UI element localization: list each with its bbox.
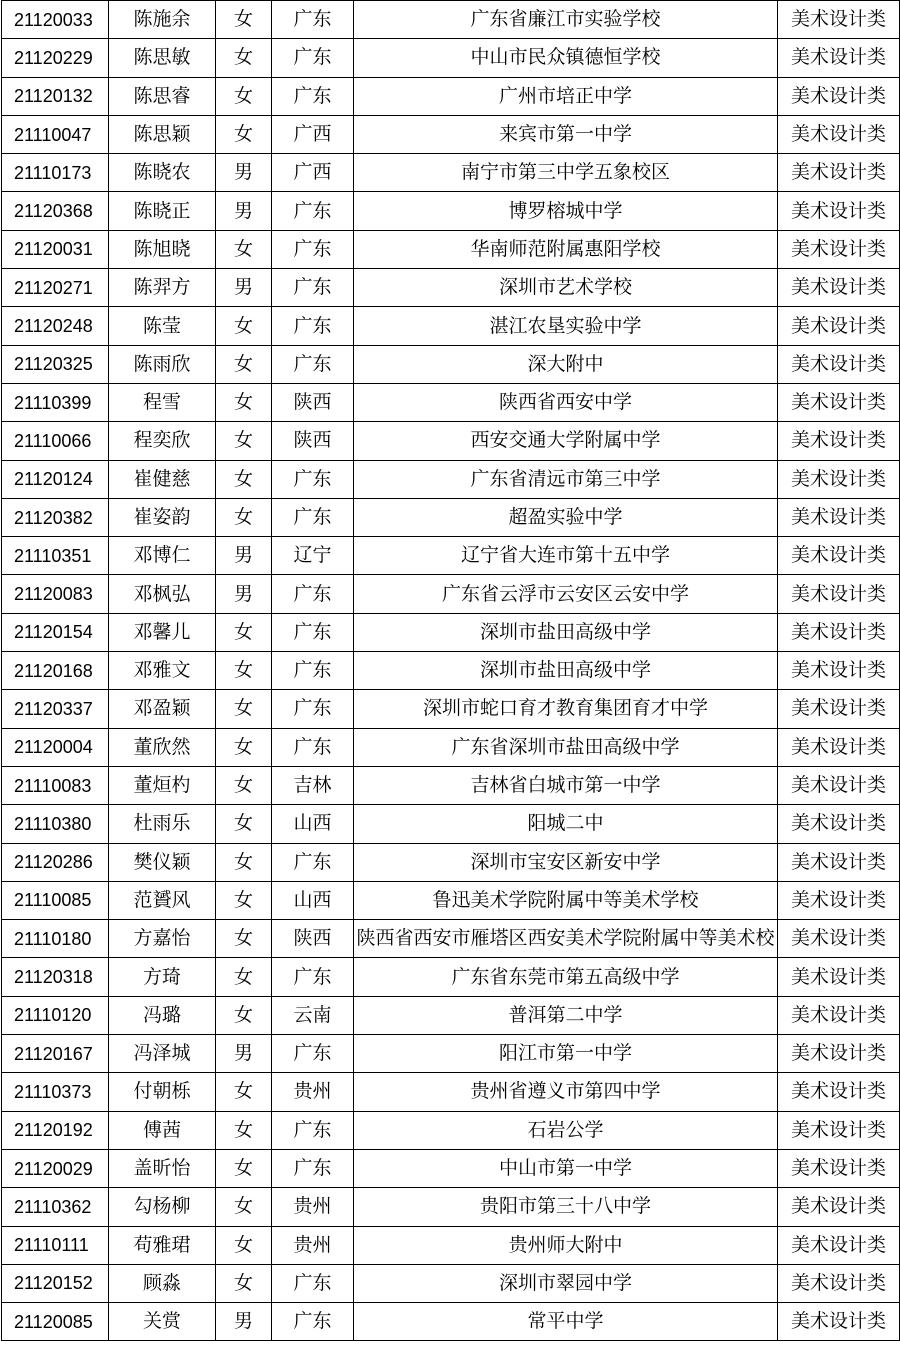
school-cell: 深圳市翠园中学 [354, 1264, 778, 1302]
province-cell: 广东 [272, 958, 354, 996]
table-row [2, 1149, 900, 1187]
category-cell: 美术设计类 [778, 115, 900, 153]
gender-cell: 女 [216, 345, 272, 383]
student-id-cell: 21110083 [2, 766, 109, 804]
school-cell: 深大附中 [354, 345, 778, 383]
province-cell: 广东 [272, 39, 354, 77]
table-row [2, 1111, 900, 1149]
gender-cell: 女 [216, 690, 272, 728]
student-id-cell: 21120124 [2, 460, 109, 498]
table-row [2, 805, 900, 843]
category-cell: 美术设计类 [778, 843, 900, 881]
student-name-cell: 崔姿韵 [109, 498, 216, 536]
table-row [2, 460, 900, 498]
province-cell: 广东 [272, 269, 354, 307]
table-row [2, 422, 900, 460]
table-row [2, 1303, 900, 1341]
student-name-cell: 崔健慈 [109, 460, 216, 498]
table-row [2, 728, 900, 766]
table-row [2, 766, 900, 804]
province-cell: 广东 [272, 230, 354, 268]
category-cell: 美术设计类 [778, 39, 900, 77]
student-name-cell: 苟雅珺 [109, 1226, 216, 1264]
school-cell: 常平中学 [354, 1303, 778, 1341]
school-cell: 陕西省西安市雁塔区西安美术学院附属中等美术校 [354, 920, 778, 958]
category-cell: 美术设计类 [778, 307, 900, 345]
school-cell: 中山市第一中学 [354, 1149, 778, 1187]
province-cell: 贵州 [272, 1226, 354, 1264]
gender-cell: 女 [216, 39, 272, 77]
gender-cell: 男 [216, 575, 272, 613]
category-cell: 美术设计类 [778, 805, 900, 843]
school-cell: 广东省东莞市第五高级中学 [354, 958, 778, 996]
school-cell: 中山市民众镇德恒学校 [354, 39, 778, 77]
student-id-cell: 21110066 [2, 422, 109, 460]
province-cell: 陕西 [272, 920, 354, 958]
student-id-cell: 21120168 [2, 652, 109, 690]
student-id-cell: 21120318 [2, 958, 109, 996]
province-cell: 陕西 [272, 383, 354, 421]
gender-cell: 女 [216, 728, 272, 766]
province-cell: 广东 [272, 77, 354, 115]
gender-cell: 女 [216, 1111, 272, 1149]
school-cell: 鲁迅美术学院附属中等美术学校 [354, 881, 778, 919]
student-name-cell: 陈雨欣 [109, 345, 216, 383]
school-cell: 深圳市盐田高级中学 [354, 652, 778, 690]
gender-cell: 女 [216, 498, 272, 536]
student-id-cell: 21120229 [2, 39, 109, 77]
student-name-cell: 董欣然 [109, 728, 216, 766]
category-cell: 美术设计类 [778, 383, 900, 421]
school-cell: 博罗榕城中学 [354, 192, 778, 230]
province-cell: 广西 [272, 115, 354, 153]
student-id-cell: 21120083 [2, 575, 109, 613]
category-cell: 美术设计类 [778, 728, 900, 766]
table-body [2, 1, 900, 1341]
province-cell: 辽宁 [272, 537, 354, 575]
school-cell: 深圳市蛇口育才教育集团育才中学 [354, 690, 778, 728]
table-row [2, 1, 900, 39]
category-cell: 美术设计类 [778, 460, 900, 498]
school-cell: 西安交通大学附属中学 [354, 422, 778, 460]
student-id-cell: 21120368 [2, 192, 109, 230]
student-id-cell: 21120004 [2, 728, 109, 766]
gender-cell: 女 [216, 920, 272, 958]
gender-cell: 女 [216, 1188, 272, 1226]
student-id-cell: 21110047 [2, 115, 109, 153]
student-name-cell: 陈晓农 [109, 154, 216, 192]
table-row [2, 843, 900, 881]
gender-cell: 女 [216, 230, 272, 268]
student-name-cell: 程奕欣 [109, 422, 216, 460]
student-id-cell: 21110085 [2, 881, 109, 919]
gender-cell: 男 [216, 154, 272, 192]
table-row [2, 958, 900, 996]
student-name-cell: 冯泽城 [109, 1035, 216, 1073]
gender-cell: 男 [216, 192, 272, 230]
table-row [2, 230, 900, 268]
gender-cell: 女 [216, 1149, 272, 1187]
category-cell: 美术设计类 [778, 766, 900, 804]
student-name-cell: 陈思颖 [109, 115, 216, 153]
student-name-cell: 关赏 [109, 1303, 216, 1341]
student-id-cell: 21120286 [2, 843, 109, 881]
province-cell: 广东 [272, 843, 354, 881]
school-cell: 湛江农垦实验中学 [354, 307, 778, 345]
student-id-cell: 21120031 [2, 230, 109, 268]
school-cell: 广州市培正中学 [354, 77, 778, 115]
gender-cell: 女 [216, 115, 272, 153]
category-cell: 美术设计类 [778, 154, 900, 192]
province-cell: 广东 [272, 1264, 354, 1302]
school-cell: 来宾市第一中学 [354, 115, 778, 153]
province-cell: 广东 [272, 192, 354, 230]
school-cell: 陕西省西安中学 [354, 383, 778, 421]
gender-cell: 女 [216, 1073, 272, 1111]
table-row [2, 307, 900, 345]
school-cell: 贵州师大附中 [354, 1226, 778, 1264]
gender-cell: 女 [216, 422, 272, 460]
student-id-cell: 21110399 [2, 383, 109, 421]
table-row [2, 575, 900, 613]
table-row [2, 39, 900, 77]
table-row [2, 345, 900, 383]
student-name-cell: 邓盈颖 [109, 690, 216, 728]
province-cell: 广东 [272, 690, 354, 728]
table-row [2, 1226, 900, 1264]
province-cell: 广东 [272, 652, 354, 690]
student-name-cell: 陈思睿 [109, 77, 216, 115]
table-row [2, 498, 900, 536]
province-cell: 广东 [272, 1035, 354, 1073]
student-id-cell: 21110373 [2, 1073, 109, 1111]
table-row [2, 1073, 900, 1111]
student-name-cell: 陈羿方 [109, 269, 216, 307]
category-cell: 美术设计类 [778, 996, 900, 1034]
province-cell: 贵州 [272, 1188, 354, 1226]
gender-cell: 男 [216, 1035, 272, 1073]
student-id-cell: 21120132 [2, 77, 109, 115]
gender-cell: 女 [216, 1264, 272, 1302]
school-cell: 吉林省白城市第一中学 [354, 766, 778, 804]
table-row [2, 269, 900, 307]
table-row [2, 690, 900, 728]
gender-cell: 女 [216, 766, 272, 804]
table-row [2, 652, 900, 690]
gender-cell: 女 [216, 996, 272, 1034]
school-cell: 广东省廉江市实验学校 [354, 1, 778, 39]
student-id-cell: 21110180 [2, 920, 109, 958]
province-cell: 云南 [272, 996, 354, 1034]
student-name-cell: 陈思敏 [109, 39, 216, 77]
student-name-cell: 程雪 [109, 383, 216, 421]
student-id-cell: 21120248 [2, 307, 109, 345]
province-cell: 山西 [272, 805, 354, 843]
table-row [2, 920, 900, 958]
student-name-cell: 董烜杓 [109, 766, 216, 804]
school-cell: 阳江市第一中学 [354, 1035, 778, 1073]
gender-cell: 女 [216, 1226, 272, 1264]
student-name-cell: 盖昕怡 [109, 1149, 216, 1187]
province-cell: 广东 [272, 1149, 354, 1187]
gender-cell: 男 [216, 1303, 272, 1341]
category-cell: 美术设计类 [778, 920, 900, 958]
category-cell: 美术设计类 [778, 1073, 900, 1111]
category-cell: 美术设计类 [778, 1149, 900, 1187]
province-cell: 山西 [272, 881, 354, 919]
student-id-cell: 21120325 [2, 345, 109, 383]
school-cell: 广东省云浮市云安区云安中学 [354, 575, 778, 613]
gender-cell: 男 [216, 269, 272, 307]
province-cell: 广东 [272, 1303, 354, 1341]
province-cell: 广东 [272, 460, 354, 498]
student-id-cell: 21120152 [2, 1264, 109, 1302]
student-name-cell: 方琦 [109, 958, 216, 996]
category-cell: 美术设计类 [778, 613, 900, 651]
category-cell: 美术设计类 [778, 1188, 900, 1226]
category-cell: 美术设计类 [778, 1035, 900, 1073]
student-id-cell: 21120271 [2, 269, 109, 307]
student-name-cell: 邓博仁 [109, 537, 216, 575]
student-name-cell: 冯璐 [109, 996, 216, 1034]
gender-cell: 女 [216, 881, 272, 919]
school-cell: 辽宁省大连市第十五中学 [354, 537, 778, 575]
student-id-cell: 21110380 [2, 805, 109, 843]
province-cell: 广东 [272, 1111, 354, 1149]
student-id-cell: 21120337 [2, 690, 109, 728]
category-cell: 美术设计类 [778, 1226, 900, 1264]
student-id-cell: 21110351 [2, 537, 109, 575]
table-row [2, 613, 900, 651]
student-id-cell: 21110173 [2, 154, 109, 192]
school-cell: 深圳市宝安区新安中学 [354, 843, 778, 881]
province-cell: 广东 [272, 575, 354, 613]
student-name-cell: 傅茜 [109, 1111, 216, 1149]
province-cell: 陕西 [272, 422, 354, 460]
category-cell: 美术设计类 [778, 690, 900, 728]
school-cell: 南宁市第三中学五象校区 [354, 154, 778, 192]
gender-cell: 女 [216, 652, 272, 690]
category-cell: 美术设计类 [778, 1, 900, 39]
category-cell: 美术设计类 [778, 537, 900, 575]
table-row [2, 154, 900, 192]
school-cell: 贵州省遵义市第四中学 [354, 1073, 778, 1111]
student-name-cell: 陈晓正 [109, 192, 216, 230]
gender-cell: 女 [216, 460, 272, 498]
student-id-cell: 21120029 [2, 1149, 109, 1187]
student-name-cell: 邓馨儿 [109, 613, 216, 651]
table-row [2, 1188, 900, 1226]
school-cell: 深圳市盐田高级中学 [354, 613, 778, 651]
province-cell: 吉林 [272, 766, 354, 804]
student-id-cell: 21110120 [2, 996, 109, 1034]
table-row [2, 881, 900, 919]
province-cell: 广东 [272, 613, 354, 651]
province-cell: 贵州 [272, 1073, 354, 1111]
gender-cell: 女 [216, 805, 272, 843]
table-row [2, 77, 900, 115]
table-row [2, 1035, 900, 1073]
category-cell: 美术设计类 [778, 269, 900, 307]
admission-list-table [1, 0, 900, 1341]
student-id-cell: 21120033 [2, 1, 109, 39]
school-cell: 普洱第二中学 [354, 996, 778, 1034]
school-cell: 广东省清远市第三中学 [354, 460, 778, 498]
student-name-cell: 范贇风 [109, 881, 216, 919]
student-name-cell: 勾杨柳 [109, 1188, 216, 1226]
gender-cell: 女 [216, 383, 272, 421]
province-cell: 广东 [272, 345, 354, 383]
table-row [2, 115, 900, 153]
student-name-cell: 顾淼 [109, 1264, 216, 1302]
category-cell: 美术设计类 [778, 498, 900, 536]
table-row [2, 537, 900, 575]
student-id-cell: 21120154 [2, 613, 109, 651]
category-cell: 美术设计类 [778, 230, 900, 268]
gender-cell: 女 [216, 77, 272, 115]
student-id-cell: 21120192 [2, 1111, 109, 1149]
student-id-cell: 21120167 [2, 1035, 109, 1073]
table-row [2, 383, 900, 421]
school-cell: 石岩公学 [354, 1111, 778, 1149]
gender-cell: 女 [216, 613, 272, 651]
category-cell: 美术设计类 [778, 1303, 900, 1341]
category-cell: 美术设计类 [778, 881, 900, 919]
category-cell: 美术设计类 [778, 958, 900, 996]
category-cell: 美术设计类 [778, 652, 900, 690]
gender-cell: 女 [216, 307, 272, 345]
student-id-cell: 21120085 [2, 1303, 109, 1341]
student-name-cell: 樊仪颖 [109, 843, 216, 881]
school-cell: 华南师范附属惠阳学校 [354, 230, 778, 268]
category-cell: 美术设计类 [778, 422, 900, 460]
student-id-cell: 21120382 [2, 498, 109, 536]
province-cell: 广东 [272, 728, 354, 766]
province-cell: 广东 [272, 1, 354, 39]
province-cell: 广东 [272, 307, 354, 345]
table-row [2, 192, 900, 230]
gender-cell: 女 [216, 1, 272, 39]
gender-cell: 女 [216, 958, 272, 996]
gender-cell: 女 [216, 843, 272, 881]
category-cell: 美术设计类 [778, 345, 900, 383]
category-cell: 美术设计类 [778, 575, 900, 613]
student-name-cell: 陈莹 [109, 307, 216, 345]
student-name-cell: 陈施余 [109, 1, 216, 39]
school-cell: 阳城二中 [354, 805, 778, 843]
category-cell: 美术设计类 [778, 1111, 900, 1149]
student-name-cell: 邓雅文 [109, 652, 216, 690]
school-cell: 超盈实验中学 [354, 498, 778, 536]
province-cell: 广东 [272, 498, 354, 536]
school-cell: 广东省深圳市盐田高级中学 [354, 728, 778, 766]
student-name-cell: 杜雨乐 [109, 805, 216, 843]
student-name-cell: 方嘉怡 [109, 920, 216, 958]
school-cell: 深圳市艺术学校 [354, 269, 778, 307]
gender-cell: 男 [216, 537, 272, 575]
category-cell: 美术设计类 [778, 77, 900, 115]
student-name-cell: 付朝栎 [109, 1073, 216, 1111]
student-id-cell: 21110111 [2, 1226, 109, 1264]
category-cell: 美术设计类 [778, 192, 900, 230]
province-cell: 广西 [272, 154, 354, 192]
table-row [2, 1264, 900, 1302]
table-row [2, 996, 900, 1034]
category-cell: 美术设计类 [778, 1264, 900, 1302]
student-name-cell: 陈旭晓 [109, 230, 216, 268]
student-id-cell: 21110362 [2, 1188, 109, 1226]
student-name-cell: 邓枫弘 [109, 575, 216, 613]
school-cell: 贵阳市第三十八中学 [354, 1188, 778, 1226]
